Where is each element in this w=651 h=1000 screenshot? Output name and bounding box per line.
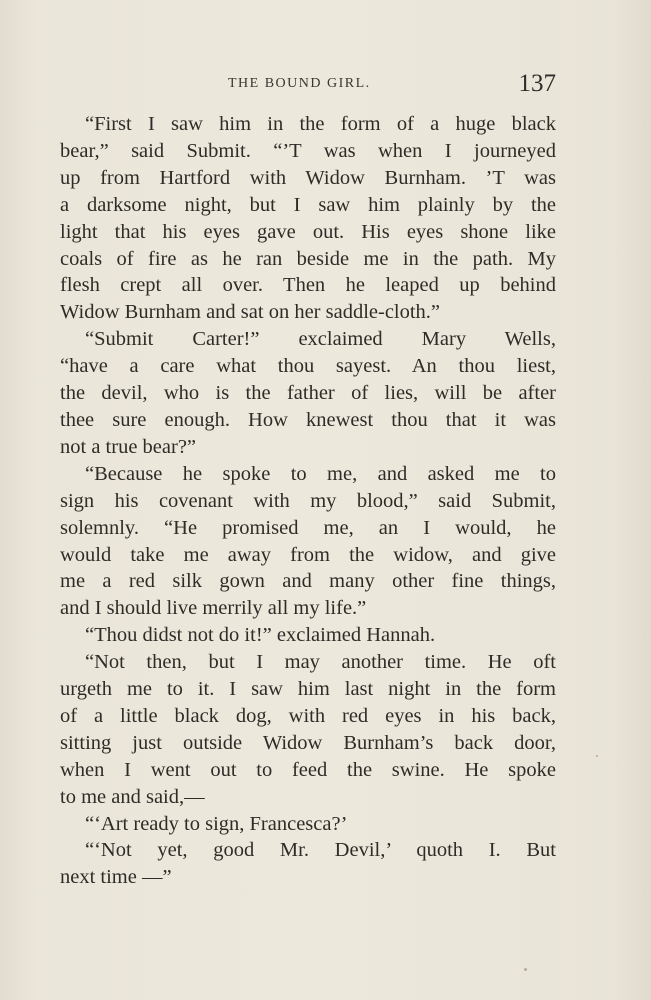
text-line: when I went out to feed the swine. He spoke — [60, 758, 556, 781]
text-line: flesh crept all over. Then he leaped up behind — [60, 274, 556, 297]
text-line: up from Hartford with Widow Burnham. ’T was — [60, 166, 556, 189]
text-line: “‘Art ready to sign, Francesca?’ — [85, 812, 348, 835]
text-line: sitting just outside Widow Burnham’s back door, — [60, 731, 556, 754]
text-line: me a red silk gown and many other fine things, — [60, 570, 556, 593]
text-line: Widow Burnham and sat on her saddle-cloth.” — [60, 301, 441, 324]
text-line: “Not then, but I may another time. He oft — [85, 651, 556, 674]
text-line: a darksome night, but I saw him plainly by the — [60, 193, 556, 216]
text-line: to me and said,— — [60, 785, 205, 808]
text-line: sign his covenant with my blood,” said Submit, — [60, 489, 556, 512]
body-text — [60, 111, 556, 891]
page-header — [60, 70, 556, 100]
paper-speck — [596, 755, 598, 757]
text-line: “Submit Carter!” exclaimed Mary Wells, — [85, 328, 556, 351]
text-line: light that his eyes gave out. His eyes shone like — [60, 220, 556, 243]
text-line: “‘Not yet, good Mr. Devil,’ quoth I. But — [85, 839, 556, 862]
text-line: solemnly. “He promised me, an I would, he — [60, 516, 556, 539]
running-title: THE BOUND GIRL. — [228, 76, 371, 91]
text-line: “have a care what thou sayest. An thou liest, — [60, 355, 556, 378]
text-line: the devil, who is the father of lies, will be after — [60, 382, 556, 405]
text-line: “Because he spoke to me, and asked me to — [85, 462, 556, 485]
text-line: thee sure enough. How knewest thou that it was — [60, 408, 556, 431]
text-line: urgeth me to it. I saw him last night in the form — [60, 678, 556, 701]
text-line: next time —” — [60, 866, 172, 889]
page-number: 137 — [518, 70, 556, 97]
text-line: of a little black dog, with red eyes in his back, — [60, 704, 556, 727]
text-line: not a true bear?” — [60, 435, 197, 458]
text-line: bear,” said Submit. “’T was when I journeyed — [60, 139, 556, 162]
text-line: “First I saw him in the form of a huge black — [85, 113, 556, 135]
paper-speck — [524, 968, 527, 971]
text-line: would take me away from the widow, and give — [60, 543, 556, 566]
text-line: and I should live merrily all my life.” — [60, 597, 367, 620]
text-line: “Thou didst not do it!” exclaimed Hannah. — [85, 624, 436, 647]
text-line: coals of fire as he ran beside me in the path. My — [60, 247, 556, 270]
